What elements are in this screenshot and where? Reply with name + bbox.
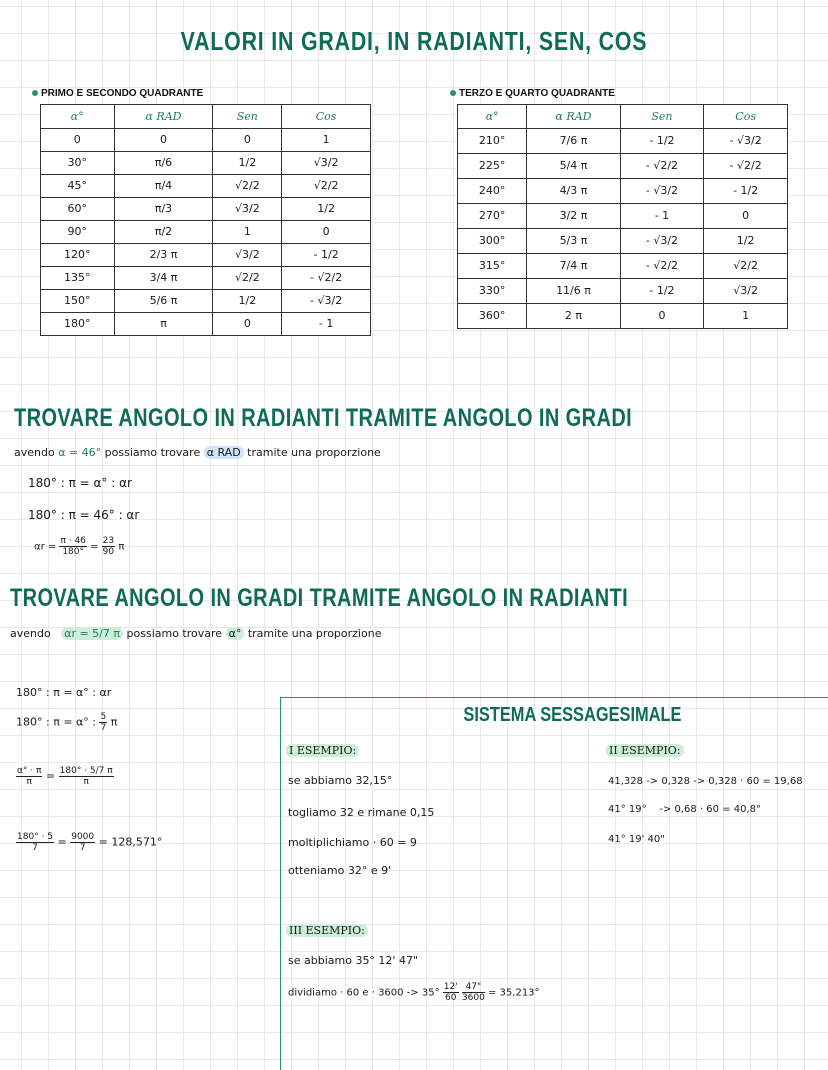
fraction-numerator: 5 [100, 712, 107, 722]
table-cell: 1/2 [213, 289, 282, 312]
fraction-denominator: 7 [79, 843, 86, 853]
table-cell: 1 [213, 220, 282, 243]
table1-label [32, 88, 203, 99]
fraction-numerator: 9000 [71, 832, 95, 842]
table-row [41, 174, 371, 197]
table-cell: √2/2 [213, 266, 282, 289]
fraction-numerator: 23 [102, 536, 115, 546]
column-header: α RAD [527, 105, 620, 129]
table-row [458, 178, 788, 203]
table-cell: 240° [458, 178, 527, 203]
table-row [41, 312, 371, 335]
table-cell: - 1 [282, 312, 371, 335]
fraction-denominator: 60 [445, 993, 457, 1003]
box-border-left [280, 697, 281, 1070]
table-cell: 225° [458, 153, 527, 178]
table-cell: 300° [458, 228, 527, 253]
intro-text: tramite una proporzione [247, 446, 381, 459]
page-title: VALORI IN GRADI, IN RADIANTI, SEN, COS [180, 26, 648, 56]
table-row [458, 128, 788, 153]
fraction-numerator: 47" [462, 982, 485, 993]
table-cell: 270° [458, 203, 527, 228]
table-cell: - √2/2 [620, 153, 704, 178]
fraction-numerator: π · 46 [60, 536, 86, 546]
table-cell: 135° [41, 266, 115, 289]
table-cell: - √3/2 [620, 178, 704, 203]
example2-line-2: 41° 19° -> 0,68 · 60 = 40,8" [608, 804, 761, 815]
section2-intro [10, 627, 381, 640]
table-cell: 60° [41, 197, 115, 220]
table-row [41, 289, 371, 312]
table-cell: √3/2 [282, 151, 371, 174]
intro-text: tramite una proporzione [247, 627, 382, 640]
table-cell: π/4 [114, 174, 213, 197]
column-header: α° [41, 105, 115, 129]
table-cell: - √2/2 [620, 253, 704, 278]
eq-text: 180° : π = α° : [16, 715, 96, 729]
table-cell: 7/6 π [527, 128, 620, 153]
fraction-denominator: 7 [100, 723, 107, 733]
table2-label-text: TERZO E QUARTO QUADRANTE [459, 88, 615, 99]
eq-text: = 35,213° [488, 987, 540, 999]
example3-label-text: III ESEMPIO: [286, 924, 368, 937]
eq-text: dividiamo · 60 e · 3600 -> 35° [288, 987, 440, 999]
highlight-alpha-deg: α° [226, 627, 245, 640]
table-cell: √3/2 [213, 243, 282, 266]
section2-eq1: 180° : π = α° : αr [16, 686, 112, 699]
section2-eq3 [16, 766, 114, 787]
section1-intro [14, 446, 381, 459]
fraction-denominator: 90 [102, 547, 115, 557]
table-cell: 330° [458, 278, 527, 303]
fraction-denominator: 180° [62, 547, 85, 557]
fraction-numerator: 12' [443, 982, 458, 992]
table-header-row [458, 105, 788, 129]
table-cell: 210° [458, 128, 527, 153]
fraction-denominator: 7 [32, 843, 38, 853]
intro-text: possiamo trovare [104, 446, 201, 459]
intro-text: possiamo trovare [126, 627, 223, 640]
example2-line-3: 41° 19' 40" [608, 834, 665, 845]
table-cell: 11/6 π [527, 278, 620, 303]
fraction [443, 982, 459, 1003]
section1-eq3 [34, 536, 124, 557]
table-cell: 5/6 π [114, 289, 213, 312]
fraction [99, 712, 107, 733]
table-terzo-quarto-quadrante [457, 104, 788, 329]
intro-text: avendo [10, 627, 51, 640]
example3-line-1: se abbiamo 35° 12' 47" [288, 954, 419, 967]
intro-text: avendo [14, 446, 55, 459]
table-row [41, 197, 371, 220]
table-row [41, 243, 371, 266]
table-cell: 120° [41, 243, 115, 266]
example2-label [606, 744, 684, 757]
table-cell: - √2/2 [704, 153, 788, 178]
section1-eq2: 180° : π = 46° : αr [28, 508, 140, 522]
table-cell: 0 [704, 203, 788, 228]
table-cell: 150° [41, 289, 115, 312]
eq-text: = [45, 769, 56, 783]
fraction [102, 536, 115, 557]
highlight-alpha-rad: α RAD [204, 446, 244, 459]
eq-text: αr = [34, 541, 57, 553]
section1-title: TROVARE ANGOLO IN RADIANTI TRAMITE ANGOLO IN GRADI [14, 404, 633, 432]
eq-text: = [90, 541, 99, 553]
example2-label-text: II ESEMPIO: [606, 744, 684, 757]
example3-line-2 [288, 982, 540, 1003]
table-cell: 3/4 π [114, 266, 213, 289]
table-cell: π [114, 312, 213, 335]
example1-label-text: I ESEMPIO: [286, 744, 359, 757]
fraction-numerator: 180° · 5/7 π [59, 766, 113, 776]
table-cell: - √3/2 [620, 228, 704, 253]
bullet-icon [32, 90, 38, 96]
box-border-top [280, 697, 828, 698]
table-cell: 0 [114, 128, 213, 151]
column-header: α° [458, 105, 527, 129]
table-cell: 3/2 π [527, 203, 620, 228]
section2-title: TROVARE ANGOLO IN GRADI TRAMITE ANGOLO IN RADIANTI [10, 584, 629, 612]
fraction-numerator: α° · π [17, 766, 42, 776]
section2-eq4 [16, 832, 162, 853]
table-cell: - 1/2 [704, 178, 788, 203]
table-cell: 1/2 [282, 197, 371, 220]
fraction [70, 832, 95, 853]
table-cell: π/3 [114, 197, 213, 220]
table-cell: - 1/2 [282, 243, 371, 266]
column-header: α RAD [114, 105, 213, 129]
table-row [458, 203, 788, 228]
fraction [59, 536, 86, 557]
fraction [59, 766, 114, 787]
example1-line-1: se abbiamo 32,15° [288, 774, 393, 787]
table-cell: 0 [213, 128, 282, 151]
eq-text: π [110, 715, 118, 729]
table-row [41, 266, 371, 289]
table-cell: 1 [704, 303, 788, 328]
table-cell: 0 [282, 220, 371, 243]
table-cell: - √2/2 [282, 266, 371, 289]
table1-label-text: PRIMO E SECONDO QUADRANTE [41, 88, 204, 99]
table-cell: 0 [41, 128, 115, 151]
column-header: Sen [620, 105, 704, 129]
intro-variable: α = 46° [58, 446, 102, 459]
table-cell: 0 [213, 312, 282, 335]
table-cell: - 1 [620, 203, 704, 228]
table-cell: 2 π [527, 303, 620, 328]
section2-eq2 [16, 712, 117, 733]
table-cell: 0 [620, 303, 704, 328]
eq-text: = [57, 835, 67, 849]
fraction [462, 982, 485, 1003]
sessagesimale-title: SISTEMA SESSAGESIMALE [463, 704, 682, 726]
table-row [458, 278, 788, 303]
table-cell: 315° [458, 253, 527, 278]
table-cell: - 1/2 [620, 278, 704, 303]
eq-text: = 128,571° [98, 835, 163, 849]
table-cell: 5/3 π [527, 228, 620, 253]
table-cell: 5/4 π [527, 153, 620, 178]
table-cell: 180° [41, 312, 115, 335]
bullet-icon [450, 90, 456, 96]
table-row [41, 220, 371, 243]
table-primo-secondo-quadrante [40, 104, 371, 336]
table-row [458, 228, 788, 253]
table-cell: √2/2 [282, 174, 371, 197]
section1-eq1: 180° : π = α° : αr [28, 476, 132, 490]
column-header: Sen [213, 105, 282, 129]
fraction-denominator: 3600 [461, 993, 485, 1003]
column-header: Cos [282, 105, 371, 129]
example1-line-2: togliamo 32 e rimane 0,15 [288, 806, 435, 819]
table-row [41, 151, 371, 174]
fraction-denominator: π [26, 777, 32, 787]
table-row [458, 253, 788, 278]
table-cell: 1/2 [213, 151, 282, 174]
table-header-row [41, 105, 371, 129]
table-cell: 4/3 π [527, 178, 620, 203]
table-cell: - 1/2 [620, 128, 704, 153]
table-cell: - √3/2 [282, 289, 371, 312]
table-cell: 45° [41, 174, 115, 197]
table-cell: 90° [41, 220, 115, 243]
eq-text: π [118, 541, 125, 553]
table-cell: √2/2 [213, 174, 282, 197]
example3-label [286, 924, 368, 937]
table-cell: 2/3 π [114, 243, 213, 266]
table-cell: √3/2 [704, 278, 788, 303]
fraction-denominator: π [83, 777, 89, 787]
table-row [458, 153, 788, 178]
example1-line-4: otteniamo 32° e 9' [288, 864, 392, 877]
table-cell: π/6 [114, 151, 213, 174]
table-cell: 1 [282, 128, 371, 151]
fraction [16, 766, 42, 787]
table-cell: 1/2 [704, 228, 788, 253]
table-row [458, 303, 788, 328]
table-row [41, 128, 371, 151]
table-cell: - √3/2 [704, 128, 788, 153]
example1-line-3: moltiplichiamo · 60 = 9 [288, 836, 417, 849]
table2-label [450, 88, 615, 99]
table-cell: 7/4 π [527, 253, 620, 278]
intro-variable: αr = 5/7 π [61, 627, 123, 640]
table-cell: √3/2 [213, 197, 282, 220]
table-cell: 30° [41, 151, 115, 174]
table-cell: 360° [458, 303, 527, 328]
column-header: Cos [704, 105, 788, 129]
example2-line-1: 41,328 -> 0,328 -> 0,328 · 60 = 19,68 [608, 776, 803, 787]
fraction-numerator: 180° · 5 [17, 832, 53, 842]
table-cell: π/2 [114, 220, 213, 243]
example1-label [286, 744, 359, 757]
fraction [16, 832, 54, 853]
table-cell: √2/2 [704, 253, 788, 278]
